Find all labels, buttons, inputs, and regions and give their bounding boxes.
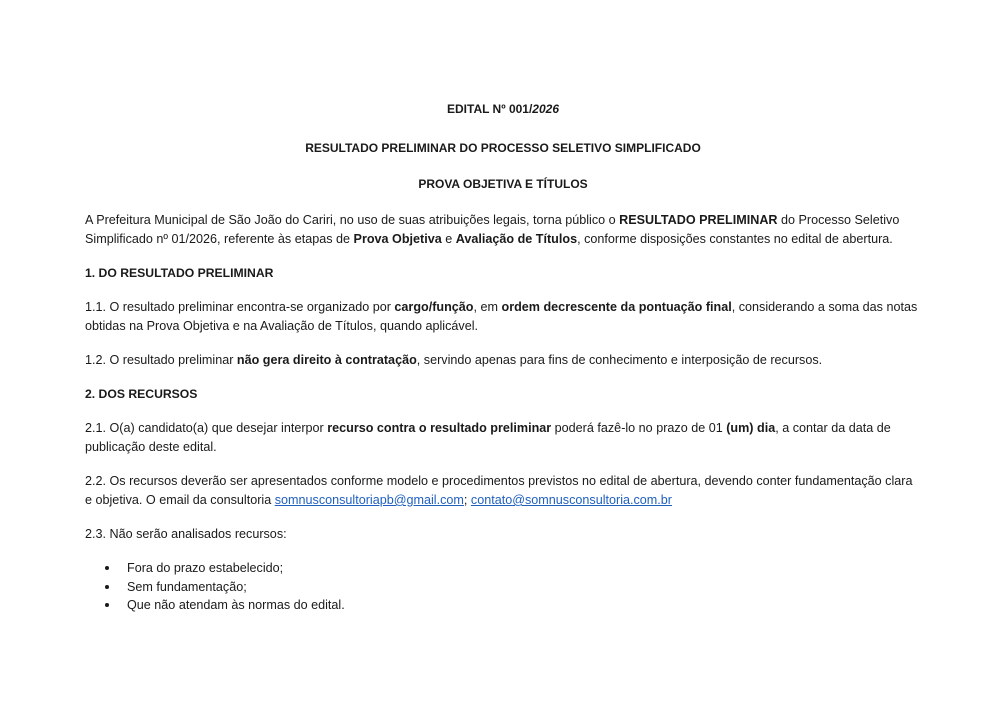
- email-link-gmail[interactable]: somnusconsultoriapb@gmail.com: [274, 493, 464, 507]
- section-2-heading: 2. DOS RECURSOS: [85, 387, 198, 401]
- email-separator: ;: [463, 493, 471, 507]
- edital-title: [85, 100, 921, 119]
- intro-text-2: do Processo Seletivo Simplificado nº 01/2026, referente às etapas de: [85, 213, 900, 246]
- p21-text-2: poderá fazê-lo no prazo de 01: [551, 421, 727, 435]
- section-1-heading: 1. DO RESULTADO PRELIMINAR: [85, 266, 274, 280]
- paragraph-2-3: 2.3. Não serão analisados recursos:: [85, 527, 287, 541]
- p12-text-2: , servindo apenas para fins de conhecimento e interposição de recursos.: [416, 353, 823, 367]
- p21-text-1: 2.1. O(a) candidato(a) que desejar interpor: [85, 421, 328, 435]
- intro-paragraph: [85, 211, 921, 249]
- list-item: Fora do prazo estabelecido;: [105, 559, 921, 578]
- p12-text-1: 1.2. O resultado preliminar: [85, 353, 237, 367]
- intro-bold-3: Avaliação de Títulos: [455, 232, 578, 246]
- p21-bold-1: recurso contra o resultado preliminar: [327, 421, 552, 435]
- p11-bold-2: ordem decrescente da pontuação final: [501, 300, 732, 314]
- paragraph-1-2: [85, 351, 921, 370]
- paragraph-2-1: [85, 419, 921, 457]
- email-link-consultoria[interactable]: contato@somnusconsultoria.com.br: [470, 493, 672, 507]
- edital-title-prefix: EDITAL Nº 001/: [447, 102, 533, 116]
- edital-subtitle-2: PROVA OBJETIVA E TÍTULOS: [418, 177, 588, 191]
- intro-bold-1: RESULTADO PRELIMINAR: [619, 213, 778, 227]
- intro-text-1: A Prefeitura Municipal de São João do Cariri, no uso de suas atribuições legais, torna público o: [85, 213, 620, 227]
- edital-title-year: 2026: [532, 102, 559, 116]
- p11-bold-1: cargo/função: [394, 300, 474, 314]
- p12-bold-1: não gera direito à contratação: [236, 353, 417, 367]
- p11-text-2: , em: [473, 300, 502, 314]
- p11-text-3: , considerando a soma das notas obtidas na Prova Objetiva e na Avaliação de Títulos, quando aplicável.: [85, 300, 918, 333]
- p11-text-1: 1.1. O resultado preliminar encontra-se organizado por: [85, 300, 395, 314]
- p21-text-3: , a contar da data de publicação deste edital.: [85, 421, 891, 454]
- intro-text-4: , conforme disposições constantes no edital de abertura.: [577, 232, 893, 246]
- p22-text-1: 2.2. Os recursos deverão ser apresentados conforme modelo e procedimentos previstos no edital de abertura, devendo conter fundamentação clara e objetiva. O email da consultoria: [85, 474, 913, 507]
- list-item: Sem fundamentação;: [105, 578, 921, 597]
- rejection-criteria-list: [85, 559, 921, 615]
- paragraph-1-1: [85, 298, 921, 336]
- document-body: [85, 100, 921, 615]
- p21-bold-2: (um) dia: [726, 421, 776, 435]
- edital-subtitle: RESULTADO PRELIMINAR DO PROCESSO SELETIVO SIMPLIFICADO: [305, 141, 701, 155]
- intro-bold-2: Prova Objetiva: [353, 232, 442, 246]
- intro-text-3: e: [441, 232, 456, 246]
- paragraph-2-2: [85, 472, 921, 510]
- list-item: Que não atendam às normas do edital.: [105, 596, 921, 615]
